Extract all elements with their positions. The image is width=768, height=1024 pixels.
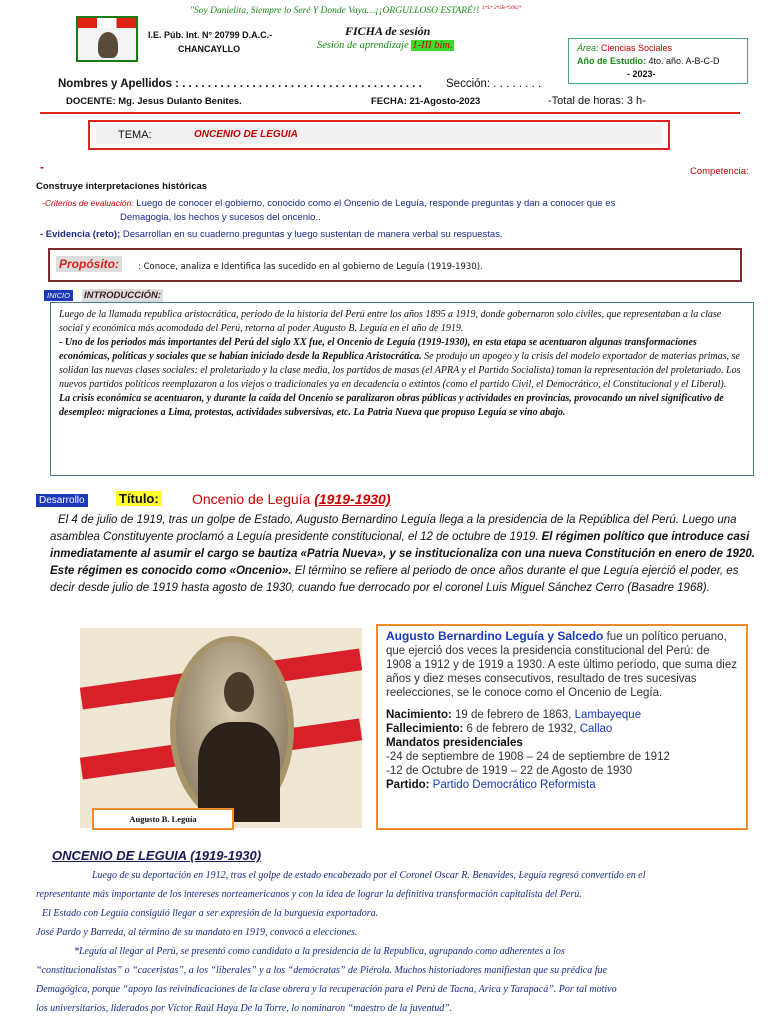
topic-value: ONCENIO DE LEGUIA — [194, 129, 298, 140]
biography-box: Augusto Bernardino Leguía y Salcedo fue un político peruano, que ejerció dos veces la presidencia constitucional del Perú: de 1908 a 1912 y de 1919 a 1930. A este último período, que suma diez años y diez meses consecutivos, resultado de tres sucesivas reelecciones, se le conoce como el Oncenio de Legía. Nacimiento: 19 de febrero de 1863, Lambayeque Fallecimiento: 6 de febrero de 1932, Callao Mandatos presidenciales -24 de septiembre de 1908 – 24 de septiembre de 1912 -12 de Octubre de 1919 – 22 de Agosto de 1930 Partido: Partido Democrático Reformista — [376, 624, 748, 830]
development-text: El 4 de julio de 1919, tras un golpe de Estado, Augusto Bernardino Leguía llega a la presidencia de la República del Perú. Luego una asamblea Constituyente proclamó a Leguía presidente constitucional, el 12 de octubre de 1919. El régimen político que introduce casi inmediatamente al asumir el cargo se bautiza «Patria Nueva», y se institucionaliza con una nueva Constitución en enero de 1920. Este régimen es conocido como «Oncenio». El término se refiere al periodo de once años durante el que Leguía ejerció el poder, es decir desde julio de 1919 hasta agosto de 1930, cuando fue derrocado por el coronel Luis Miguel Sánchez Cerro (Basadre 1968). — [50, 514, 755, 594]
mandates-label: Mandatos presidenciales — [386, 737, 523, 749]
purpose-label: Propósito: — [56, 256, 122, 272]
evidence: - Evidencia (reto); Desarrollan en su cuaderno preguntas y luego sustentan de manera verbal su respuestas. — [40, 229, 503, 240]
intro-paragraph-1: Luego de la llamada republica aristocrática, periodo de la historia del Perú entre los años 1895 a 1919, donde gobernaron solo civiles, que representaban a la clase social y económica más acomodada del Perú, retorna al poder Augusto B. Leguía en el año de 1919. — [59, 309, 722, 334]
grade-label: Año de Estudio: — [577, 56, 646, 66]
area-value: Ciencias Sociales — [601, 43, 673, 53]
total-hours: -Total de horas: 3 h- — [548, 95, 646, 107]
school-logo — [76, 16, 138, 62]
oncenio-text: Luego de su deportación en 1912, tras el golpe de estado encabezado por el Coronel Oscar R. Benavides, Leguía regresó convertido en el representante más importante de los intereses norteamericanos y con la idea de lograr la definitiva transformación capitalista del Perú. El Estado con Leguía consiguió llegar a ser expresión de la burguesía exportadora. José Pardo y Barreda, al término de su mandato en 1919, convocó a elecciones. *Leguía al llegar al Perú, se presentó como candidato a la presidencia de la Republica, agrupando como adherentes a los “constitucionalistas” o “caceristas”, a los “liberales” y a los “demócratas” de Piérola. Muchos historiadores manifiestan que su prédica fue Demagógica, porque “apoyo las reivindicaciones de la clase obrera y la recuperación para el Perú de Tacna, Arica y Tarapacá”. Por tal motivo los universitarios, liderados por Víctor Raúl Haya De la Torre, lo nominaron “maestro de la juventud”. — [36, 870, 646, 1014]
death-place-link[interactable]: Callao — [579, 723, 613, 735]
header-divider — [40, 112, 740, 114]
competency-title: Construye interpretaciones históricas — [36, 181, 208, 192]
section-title-years: (1919-1930) — [314, 491, 391, 507]
intro-paragraph-2: - Uno de los periodos más importantes del Perú del siglo XX fue, el Oncenio de Leguía (1919-1930), en esta etapa se acentuaron algunas transformaciones económicas, políticas y sociales que se habían iniciado desde la Republica Aristocrática. Se produjo un apogeo y la crisis del modelo exportador de materias primas, se solidan las nuevas clases sociales: el proletariado y la clase media, los partidos de masas (el APRA y el Partido Socialista) toman la representación del proletariado. Los nuevos partidos políticos reemplazaron a los viejos o tradicionales ya en decadencia o extintos (como el partido Civil, el Democrático, el Constitucional y el Liberal). — [59, 337, 741, 390]
seccion-field[interactable]: Sección: . . . . . . . . — [446, 78, 542, 90]
oncenio-title: ONCENIO DE LEGUIA (1919-1930) — [52, 848, 262, 863]
bio-name: Augusto Bernardino Leguía y Salcedo — [386, 629, 604, 643]
session-label: Sesión de aprendizaje 1-III bim. — [317, 40, 453, 51]
topic-label: TEMA: — [118, 129, 152, 141]
inicio-tag: INICIO — [44, 290, 73, 301]
birth-place-link[interactable]: Lambayeque — [574, 709, 642, 721]
year-value: - 2023- — [627, 69, 656, 79]
mandate-2: -12 de Octubre de 1919 – 22 de Agosto de 1930 — [386, 765, 633, 777]
area-label: Área: — [577, 43, 599, 53]
school-name-line2: CHANCAYLLO — [178, 44, 241, 54]
intro-label: INTRODUCCIÓN: — [84, 290, 162, 301]
title-label: Título: — [116, 491, 162, 506]
competency-label: Competencia: — [690, 166, 749, 177]
party-link[interactable]: Partido Democrático Reformista — [432, 779, 596, 791]
evaluation-criteria: -Criterios de evaluación: Luego de conocer el gobierno, conocido como el Oncenio de Leguía, responde preguntas y dan a conocer que es Demagogia, los hechos y sucesos del oncenio.. — [42, 198, 616, 223]
intro-paragraph-3: La crisis económica se acentuaron, y durante la caída del Oncenio se paralizaron obras públicas y actividades en provincias, provocando un nivel significativo de desempleo: migraciones a Lima, protestas, actividades subversivas, etc. La Patria Nueva que propuso Leguía se vino abajo. — [59, 393, 724, 418]
motto-small-text: L*L* 2*5B-*2002* — [482, 6, 522, 11]
session-date: FECHA: 21-Agosto-2023 — [371, 96, 481, 107]
desarrollo-tag: Desarrollo — [36, 494, 88, 507]
school-motto: "Soy Danielita, Siempre lo Seré Y Donde Vaya…¡¡ORGULLOSO ESTARÉ!! $^{L*L* 2*5B-*2002*}$ — [190, 6, 522, 17]
school-name-line1: I.E. Púb. Int. N° 20799 D.A.C.- — [148, 30, 273, 40]
names-field[interactable]: Nombres y Apellidos : . . . . . . . . . . . . . . . . . . . . . . . . . . . . . . . . . . . . . . — [58, 78, 422, 90]
criteria-label: -Criterios de evaluación: — [42, 198, 134, 208]
intro-box — [50, 302, 754, 476]
leguia-portrait — [80, 628, 362, 828]
area-box — [568, 38, 748, 84]
portrait-caption: Augusto B. Leguía — [92, 808, 234, 830]
purpose-text: : Conoce, analiza e Identifica las sucedido en al gobierno de Leguía (1919-1930). — [138, 262, 483, 272]
session-highlight: 1-III bim. — [412, 40, 453, 51]
mandate-1: -24 de septiembre de 1908 – 24 de septiembre de 1912 — [386, 751, 670, 763]
teacher-name: DOCENTE: Mg. Jesus Dulanto Benites. — [66, 96, 242, 107]
section-dash: - — [40, 160, 44, 174]
evidence-label: - Evidencia (reto); — [40, 229, 121, 240]
grade-value: 4to. año. A-B-C-D — [648, 56, 720, 66]
document-title: FICHA de sesión — [345, 24, 431, 38]
school-name — [148, 28, 272, 56]
topic-box — [88, 120, 670, 150]
purpose-box — [48, 248, 742, 282]
section-title: Oncenio de Leguía (1919-1930) — [192, 491, 391, 507]
